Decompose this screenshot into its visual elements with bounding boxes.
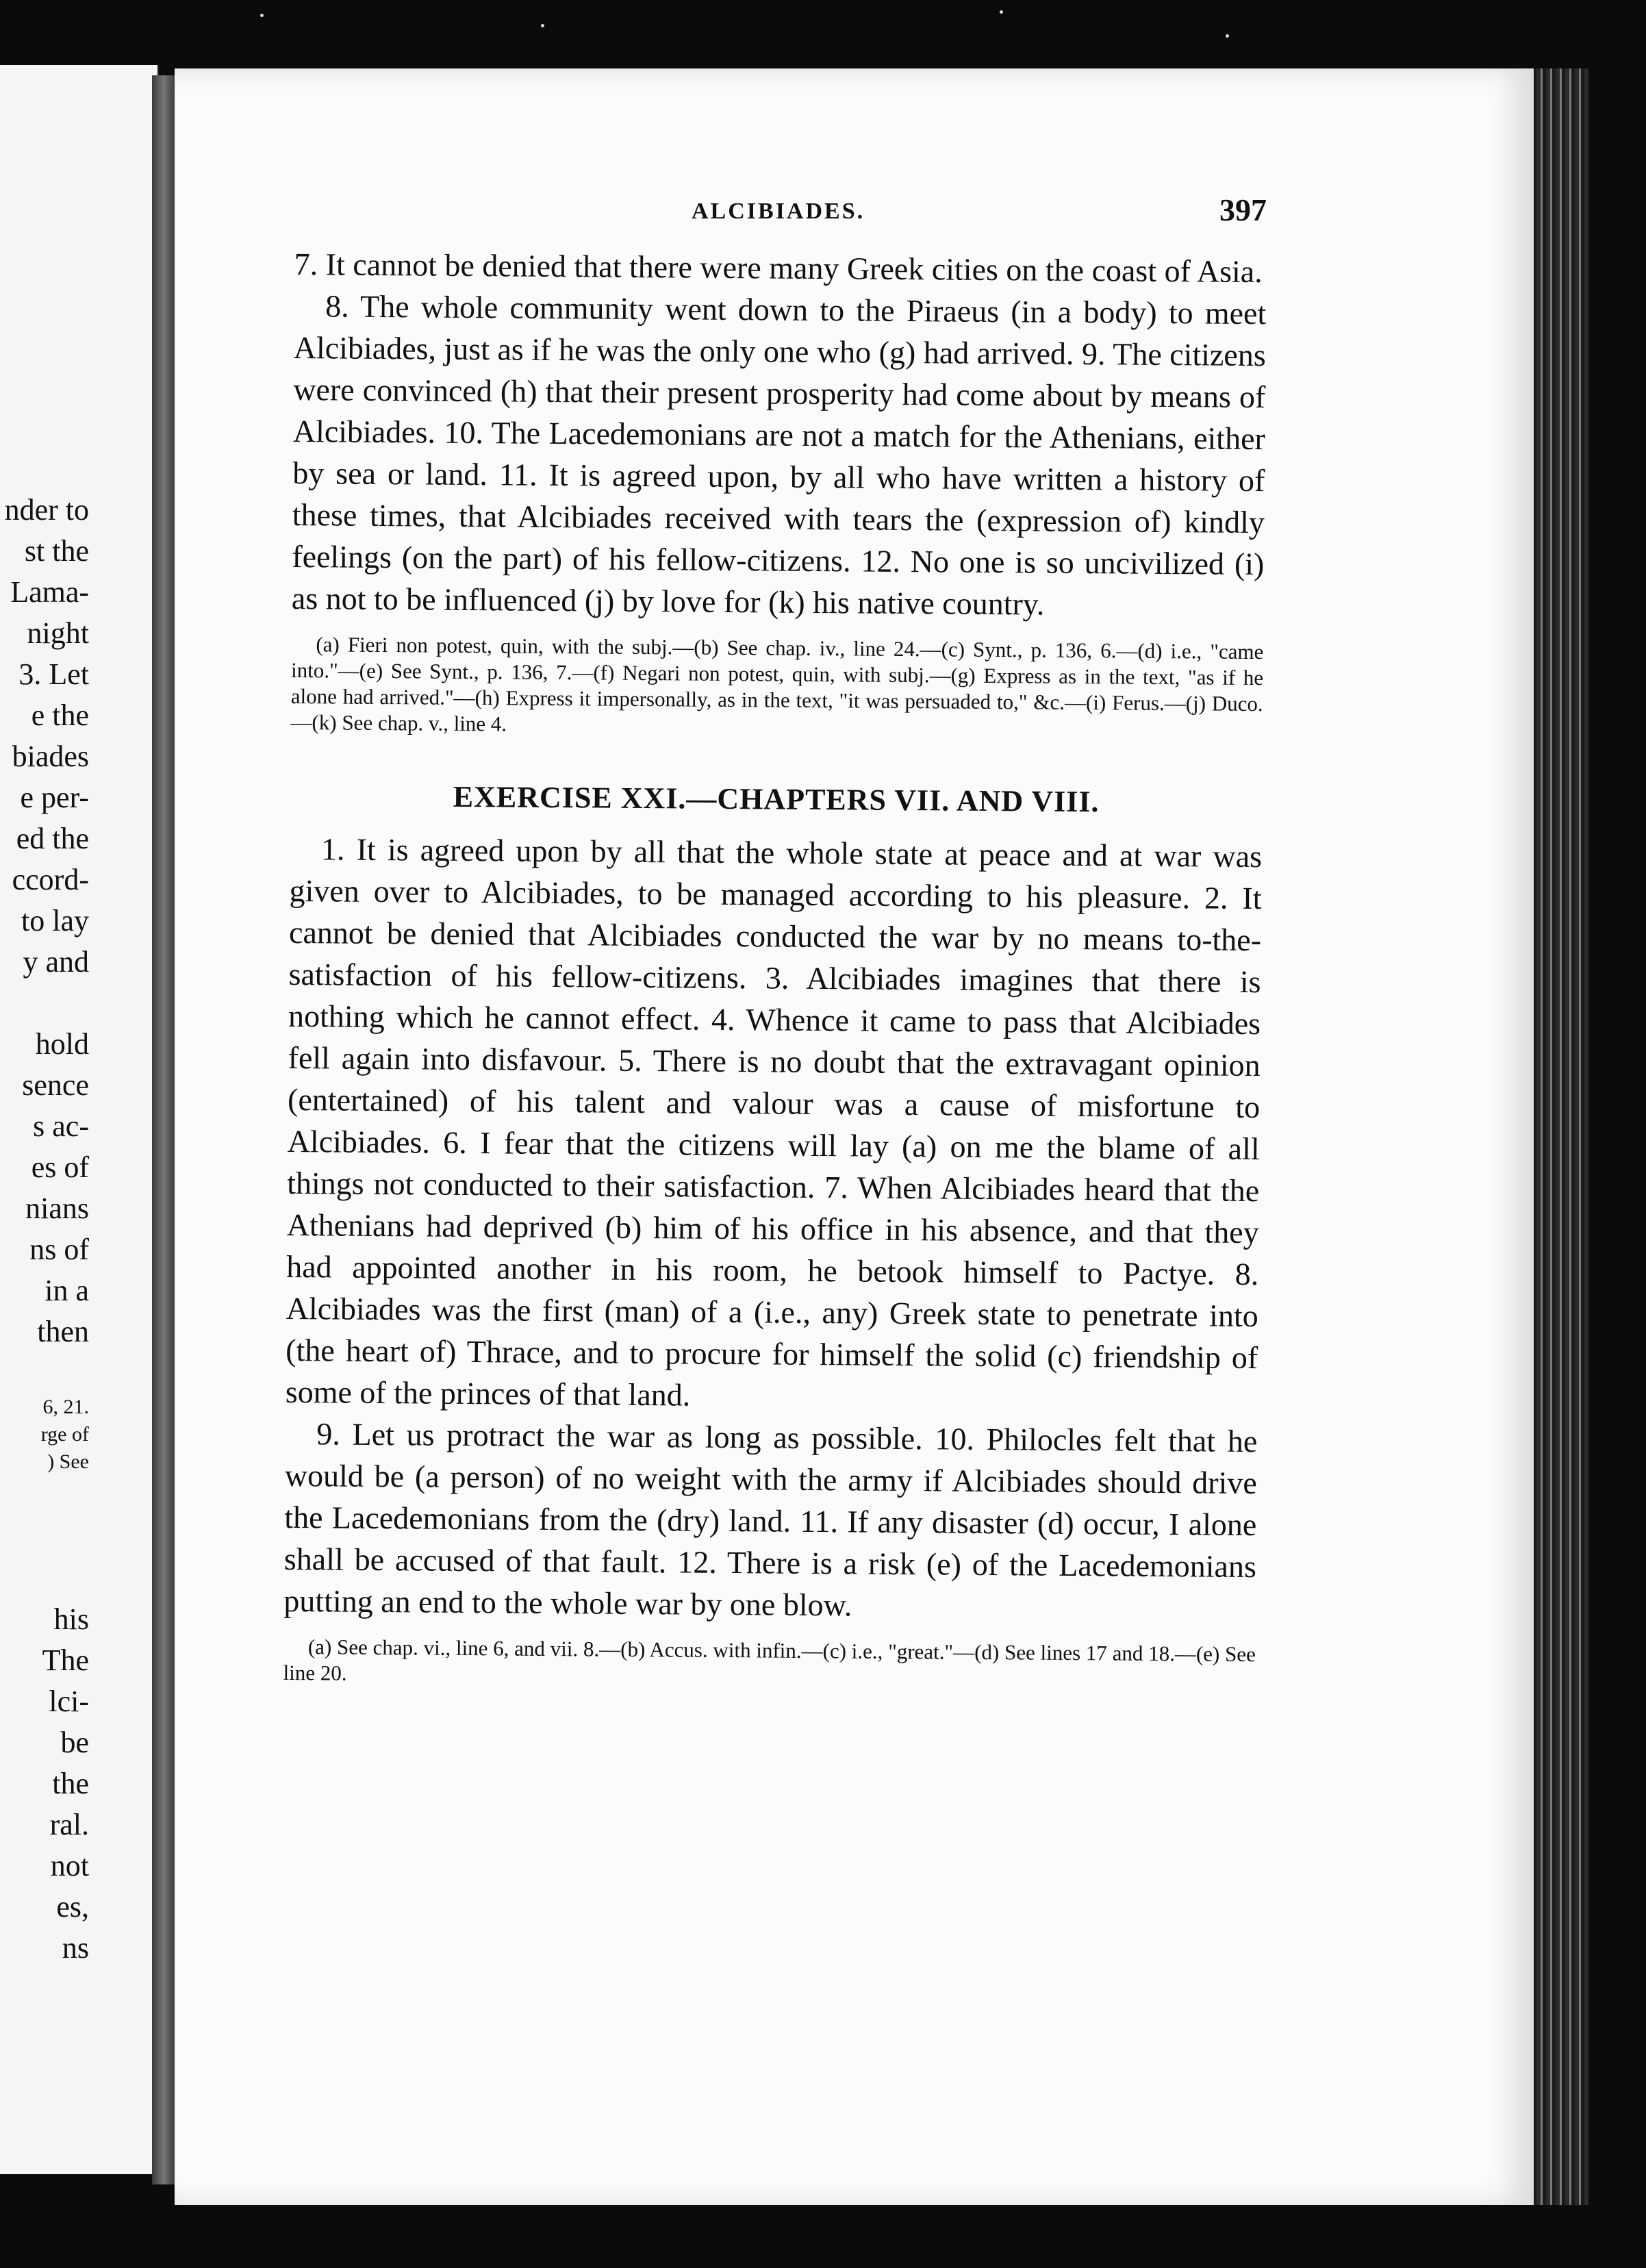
left-fragment-line: ns	[62, 1931, 89, 1965]
left-fragment-line: The	[42, 1643, 89, 1677]
left-fragment-line: night	[27, 616, 89, 650]
page-header	[294, 192, 1267, 247]
left-page-fragments	[0, 490, 89, 1969]
exercise-heading: EXERCISE XXI.—CHAPTERS VII. AND VIII.	[453, 779, 1100, 819]
left-fragment-line: hold	[35, 1027, 89, 1061]
paragraph: 9. Let us protract the war as long as possible. 10. Philocles felt that he would be (a person) of no weight with the army if Alcibiades should drive the Lacedemonians from the (dry) land. 11. If any disaster (d) occur, I alone shall be accused of that fault. 12. There is a risk (e) of the Lacedemonians putting an end to the whole war by one blow.	[283, 1416, 1258, 1623]
left-note-fragment: rge of	[40, 1423, 89, 1446]
left-fragment-line: lci-	[49, 1685, 89, 1718]
left-note-fragment: ) See	[47, 1450, 89, 1473]
left-fragment-line: nder to	[4, 493, 89, 527]
paragraph: 1. It is agreed upon by all that the whole state at peace and at war was given over to Alcibiades, to be managed according to his pleasure. 2. It cannot be denied that Alcibiades conducted the war by no means to-the-satisfaction of his fellow-citizens. 3. Alcibiades imagines that there is nothing which he cannot effect. 4. Whence it came to pass that Alcibiades fell again into disfavour. 5. There is no doubt that the extravagant opinion (entertained) of his talent and valour was a cause of misfortune to Alcibiades. 6. I fear that the citizens will lay (a) on me the blame of all things not conducted to their satisfaction. 7. When Alcibiades heard that the Athenians had deprived (b) him of his office in his absence, and that they had appointed another in his room, he betook himself to Pactye. 8. Alcibiades was the first (man) of a (i.e., any) Greek state to penetrate into (the heart of) Thrace, and to procure for himself the solid (c) friendship of some of the princes of that land.	[285, 831, 1263, 1413]
paragraph: 7. It cannot be denied that there were many Greek cities on the coast of Asia.	[294, 246, 1263, 290]
left-fragment-line: 3. Let	[18, 657, 89, 691]
left-fragment-line: then	[37, 1315, 89, 1348]
left-fragment-line: Lama-	[10, 575, 89, 609]
left-fragment-line: sence	[22, 1068, 89, 1102]
left-fragment-line: biades	[12, 740, 89, 773]
left-fragment-line: his	[53, 1602, 89, 1636]
left-fragment-line: in a	[45, 1274, 89, 1307]
footnotes: (a) Fieri non potest, quin, with the subj.—(b) See chap. iv., line 24.—(c) Synt., p. 136, 6.—(d) i.e., "came into."—(e) See Synt., p. 136, 7.—(f) Negari non potest, quin, with subj.—(g) Express as in the text, "as if he alone had arrived."—(h) Express it impersonally, as in the text, "it was persuaded to," &c.—(i) Ferus.—(j) Duco.—(k) See chap. v., line 4.	[290, 632, 1264, 736]
left-fragment-line: e the	[31, 698, 89, 732]
film-specks	[0, 0, 1646, 62]
running-head: ALCIBIADES.	[692, 199, 865, 224]
left-fragment-line: ed the	[16, 822, 89, 855]
paragraph: 8. The whole community went down to the Piraeus (in a body) to meet Alcibiades, just as if he was the only one who (g) had arrived. 9. The citizens were convinced (h) that their present prosperity had come about by means of Alcibiades. 10. The Lacedemonians are not a match for the Athenians, either by sea or land. 11. It is agreed upon, by all who have written a history of these times, that Alcibiades received with tears the (expression of) kindly feelings (on the part) of his fellow-citizens. 12. No one is so uncivilized (i) as not to be influenced (j) by love for (k) his native country.	[291, 288, 1267, 622]
page-stack-edges	[1527, 68, 1588, 2205]
left-fragment-line: ns of	[29, 1233, 89, 1266]
left-fragment-line: st the	[24, 534, 89, 568]
left-fragment-line: not	[50, 1849, 89, 1882]
footnotes: (a) See chap. vi., line 6, and vii. 8.—(b) Accus. with infin.—(c) i.e., "great."—(d) See lines 17 and 18.—(e) See line 20.	[283, 1635, 1256, 1685]
left-fragment-line: es of	[31, 1150, 89, 1184]
left-fragment-line: nians	[25, 1192, 89, 1225]
page-number: 397	[1219, 192, 1267, 227]
left-fragment-line: be	[60, 1726, 89, 1759]
left-fragment-line: ral.	[49, 1808, 89, 1841]
left-fragment-line: to lay	[21, 904, 89, 937]
left-fragment-line: the	[52, 1767, 89, 1800]
left-facing-page	[0, 65, 159, 2174]
page-body	[283, 243, 1267, 1693]
left-fragment-line: e per-	[20, 781, 89, 814]
left-fragment-line: ccord-	[12, 863, 89, 896]
left-fragment-line: es,	[56, 1890, 89, 1924]
left-fragment-line: y and	[23, 945, 89, 979]
left-fragment-line: s ac-	[33, 1109, 89, 1143]
left-note-fragment: 6, 21.	[42, 1396, 89, 1418]
